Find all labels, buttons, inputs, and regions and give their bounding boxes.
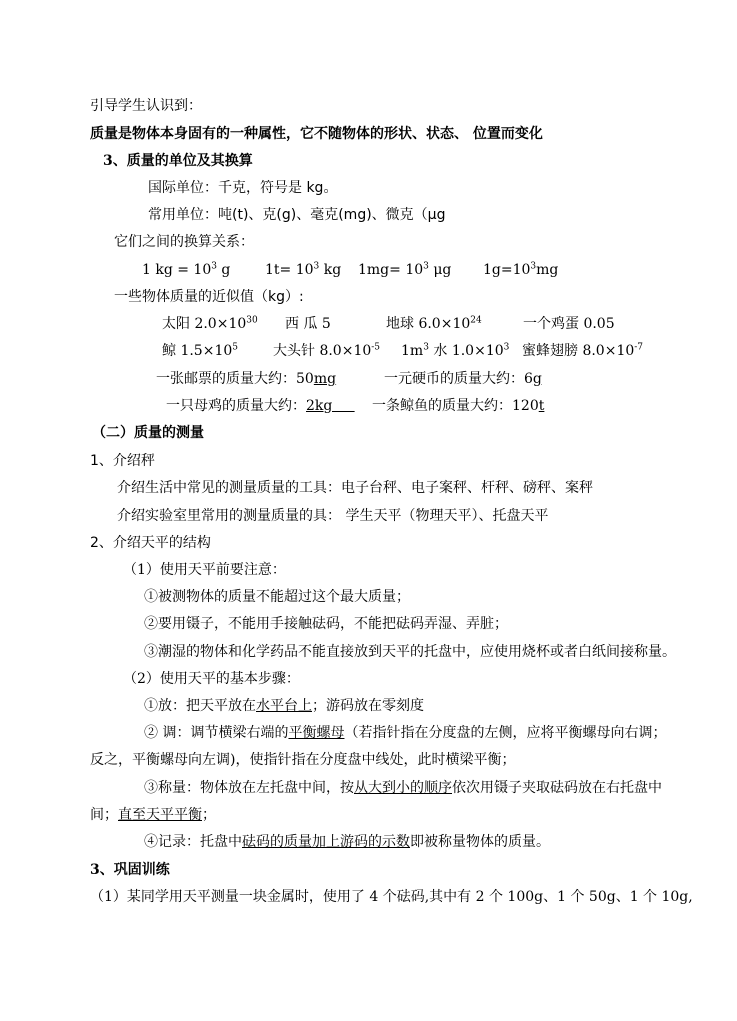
- conv-t-kg: $1t= 10^3$ kg: [265, 261, 342, 278]
- estimate-whale: 一条鲸鱼的质量大约：120t: [372, 398, 545, 414]
- step-2-cont: 反之，平衡螺母向左调)，使指针指在分度盘中线处，此时横梁平衡；: [90, 752, 516, 768]
- approx-earth: 地球 $6.0\times 10^{24}$: [386, 315, 482, 332]
- step-3-cont: 间；直至天平平衡；: [90, 807, 216, 823]
- steps-title: （2）使用天平的基本步骤：: [123, 671, 300, 687]
- conv-mg-ug: $1mg= 10^3$ μg: [358, 261, 452, 278]
- common-units: 常用单位：吨(t)、克(g)、毫克(mg)、微克（μg: [148, 207, 446, 223]
- exercise-1: （1）某同学用天平测量一块金属时，使用了 4 个砝码,其中有 2 个 100g、1 个 50g、1 个 10g,: [90, 889, 693, 905]
- conv-g-mg: $1g=10^3mg$: [483, 261, 559, 278]
- approx-whale: 鲸 $1.5\times 10^5$: [162, 342, 238, 359]
- key-point: 质量是物体本身固有的一种属性，它不随物体的形状、状态、 位置而变化: [90, 126, 543, 142]
- conversion-title: 它们之间的换算关系：: [114, 234, 254, 250]
- step-2: ② 调：调节横梁右端的平衡螺母（若指针指在分度盘的左侧，应将平衡螺母向右调；: [144, 725, 667, 741]
- si-unit: 国际单位：千克，符号是 kg。: [148, 180, 338, 196]
- estimate-hen: 一只母鸡的质量大约：2kg: [166, 398, 355, 414]
- step-3: ③称量：物体放在左托盘中间，按从大到小的顺序依次用镊子夹取砝码放在右托盘中: [144, 780, 662, 796]
- section-2-title: 2、介绍天平的结构: [90, 535, 211, 551]
- approx-water: $1m^3$ 水 $1.0\times 10^3$: [401, 342, 510, 359]
- approx-pin: 大头针 $8.0\times 10^{-5}$: [273, 342, 381, 359]
- section-1-title: 1、介绍秤: [90, 453, 155, 469]
- intro-text: 引导学生认识到：: [90, 98, 202, 114]
- approx-egg: 一个鸡蛋 0.05: [523, 316, 615, 332]
- note-3: ③潮湿的物体和化学药品不能直接放到天平的托盘中，应使用烧杯或者白纸间接称量。: [144, 644, 676, 660]
- scales-daily: 介绍生活中常见的测量质量的工具：电子台秤、电子案秤、杆秤、磅秤、案秤: [117, 480, 593, 496]
- estimate-coin: 一元硬币的质量大约：6g: [384, 371, 542, 387]
- note-2: ②要用镊子，不能用手接触砝码，不能把砝码弄湿、弄脏；: [144, 616, 508, 632]
- section-3b-title: 3、巩固训练: [90, 862, 170, 878]
- part-2-title: （二）质量的测量: [92, 425, 204, 441]
- approx-title: 一些物体质量的近似值（kg）:: [114, 289, 304, 305]
- estimate-stamp: 一张邮票的质量大约：50mg: [156, 371, 337, 387]
- scales-lab: 介绍实验室里常用的测量质量的具： 学生天平（物理天平）、托盘天平: [117, 508, 549, 524]
- step-1: ①放：把天平放在水平台上；游码放在零刻度: [144, 698, 424, 714]
- section-3-title: 3、质量的单位及其换算: [103, 153, 253, 169]
- approx-sun: 太阳 $2.0\times 10^{30}$: [162, 315, 258, 332]
- approx-bee-wing: 蜜蜂翅膀 $8.0\times 10^{-7}$: [522, 342, 644, 359]
- approx-watermelon: 西 瓜 5: [285, 316, 331, 332]
- note-1: ①被测物体的质量不能超过这个最大质量；: [144, 589, 410, 605]
- notes-title: （1）使用天平前要注意：: [123, 562, 286, 578]
- conv-kg-g: 1 kg = $10^3$ g: [142, 261, 231, 278]
- step-4: ④记录：托盘中砝码的质量加上游码的示数即被称量物体的质量。: [144, 834, 550, 850]
